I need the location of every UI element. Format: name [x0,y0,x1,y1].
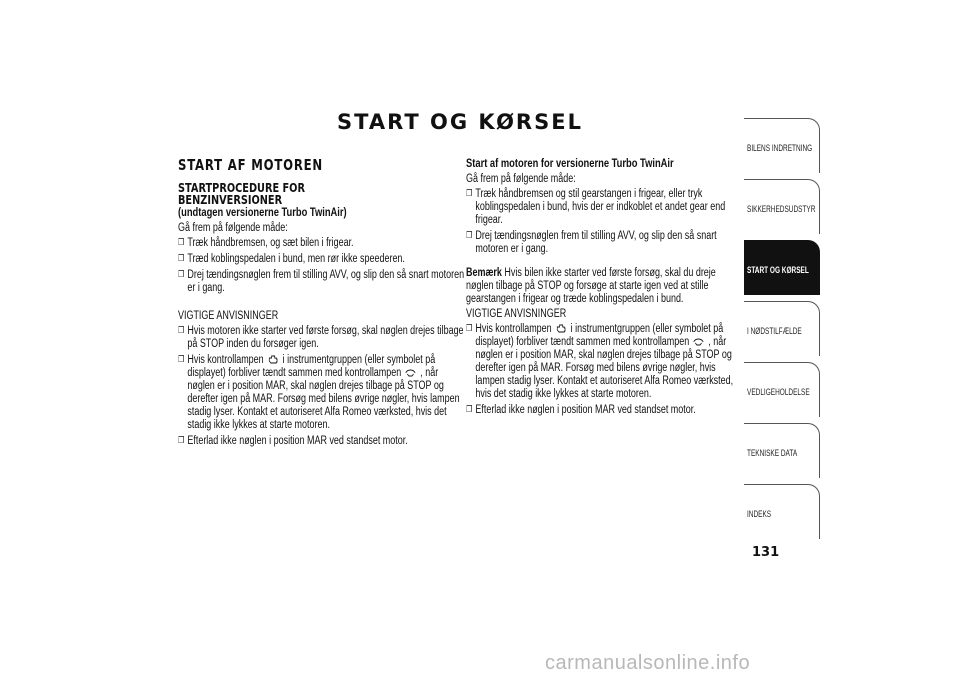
note-label: Bemærk [466,267,502,279]
page-number: 131 [752,545,780,560]
chapter-tabs [744,118,820,545]
tab-tekniske-data[interactable] [744,423,820,478]
warning-text: i instrumentgruppen (eller symbolet på displayet) forbliver tændt sammen med kontrollampen [187,354,436,379]
tab-bilens-indretning[interactable] [744,118,820,173]
step-item [466,230,741,256]
warning-item [178,435,467,448]
tab-label: TEKNISKE DATA [747,448,798,458]
tab-i-nodstilfaelde[interactable] [744,301,820,356]
section-heading-twinair: Start af motoren for versionerne Turbo TwinAir [466,156,674,170]
tab-label: INDEKS [747,509,772,519]
checkbox-bullet-icon: ❐ [178,325,185,335]
immobilizer-key-lamp-icon [405,368,416,377]
immobilizer-key-lamp-icon [693,337,704,346]
tab-indeks[interactable] [744,484,820,539]
sub-heading-line2: BENZINVERSIONER [178,192,283,207]
engine-warning-lamp-icon [556,324,567,333]
warning-text: Hvis motoren ikke starter ved første forsøg, skal nøglen drejes tilbage på STOP inden du forsøger igen. [187,325,464,350]
warning-item [178,325,467,351]
warning-item [466,323,741,401]
checkbox-bullet-icon: ❐ [178,269,185,279]
warning-text: Efterlad ikke nøglen i position MAR ved standset motor. [187,435,408,447]
note-paragraph [466,267,741,306]
sub-heading-line1: STARTPROCEDURE FOR [178,180,305,195]
warnings-title: VIGTIGE ANVISNINGER [466,308,567,320]
right-column [466,157,741,420]
warning-text: , når nøglen er i position MAR, skal nøglen drejes tilbage på STOP og derefter igen på MAR. Forsøg med bilens øvrige nøgler, hvis lampen stadig lyser. Kontakt et autoriseret Alfa Romeo værksted, hvis det stadig ikke lykkes at starte motoren. [475,336,734,400]
sub-heading-note: (undtagen versionerne Turbo TwinAir) [178,205,347,219]
warning-text: , når nøglen er i position MAR, skal nøglen drejes tilbage på STOP og derefter igen på MAR. Forsøg med bilens øvrige nøgler, hvis lampen stadig lyser. Kontakt et autoriseret Alfa Romeo værksted, hvis det stadig ikke lykkes at starte motoren. [187,367,460,431]
step-item [178,253,467,266]
warning-item [466,404,741,417]
left-column [178,157,467,451]
tab-vedligeholdelse[interactable] [744,362,820,417]
tab-label: VEDLIGEHOLDELSE [747,387,810,397]
checkbox-bullet-icon: ❐ [466,404,473,414]
engine-warning-lamp-icon [268,355,279,364]
warning-text: Hvis kontrollampen [187,354,264,366]
step-text: Træk håndbremsen og stil gearstangen i frigear, eller tryk koblingspedalen i bund, hvis der er indkoblet et andet gear end frigear. [475,188,726,226]
step-item [466,188,741,227]
tab-label: BILENS INDRETNING [747,143,813,153]
checkbox-bullet-icon: ❐ [466,230,473,240]
intro-text: Gå frem på følgende måde: [178,222,288,234]
step-text: Drej tændingsnøglen frem til stilling AVV, og slip den så snart motoren er i gang. [187,269,465,294]
note-text: Hvis bilen ikke starter ved første forsøg, skal du dreje nøglen tilbage på STOP og forsøge at starte igen ved at stille gearstangen i frigear og træde koblingspedalen i bund. [466,267,716,305]
page-title: START OG KØRSEL [337,110,583,134]
warning-text: Efterlad ikke nøglen i position MAR ved standset motor. [475,404,696,416]
step-text: Træd koblingspedalen i bund, men rør ikke speederen. [187,253,405,265]
step-item [178,269,467,295]
checkbox-bullet-icon: ❐ [178,354,185,364]
checkbox-bullet-icon: ❐ [178,253,185,263]
step-text: Drej tændingsnøglen frem til stilling AVV, og slip den så snart motoren er i gang. [475,230,717,255]
step-item [178,237,467,250]
checkbox-bullet-icon: ❐ [178,237,185,247]
checkbox-bullet-icon: ❐ [466,188,473,198]
tab-label: START OG KØRSEL [747,265,809,275]
tab-sikkerhedsudstyr[interactable] [744,179,820,234]
warning-text: i instrumentgruppen (eller symbolet på displayet) forbliver tændt sammen med kontrollampen [475,323,724,348]
section-heading: START AF MOTOREN [178,156,324,174]
checkbox-bullet-icon: ❐ [466,323,473,333]
watermark: carmanualsonline.info [545,652,751,674]
tab-start-og-korsel[interactable] [744,240,820,295]
warnings-title: VIGTIGE ANVISNINGER [178,310,279,322]
step-text: Træk håndbremsen, og sæt bilen i frigear. [187,237,354,249]
warning-item [178,354,467,432]
tab-label: I NØDSTILFÆLDE [747,326,802,336]
checkbox-bullet-icon: ❐ [178,435,185,445]
tab-label: SIKKERHEDSUDSTYR [747,204,816,214]
warning-text: Hvis kontrollampen [475,323,552,335]
intro-text: Gå frem på følgende måde: [466,173,576,185]
